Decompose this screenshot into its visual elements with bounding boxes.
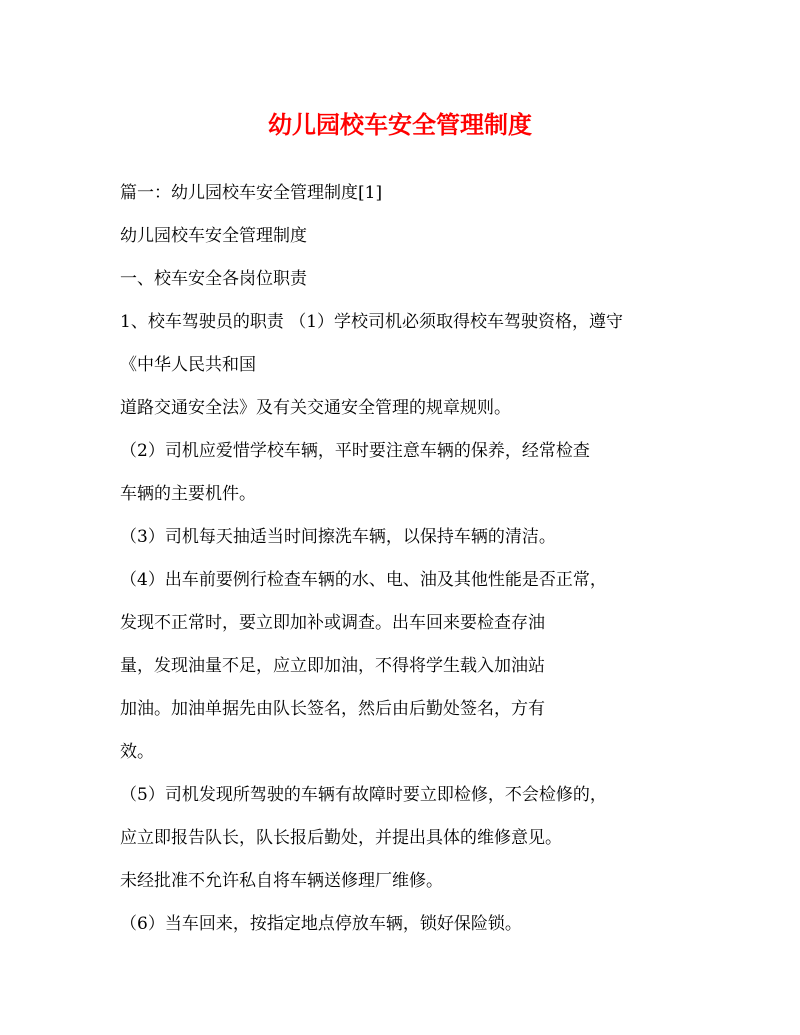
paragraph-line: （3）司机每天抽适当时间擦洗车辆，以保持车辆的清洁。 xyxy=(120,527,556,547)
paragraph-line: 量，发现油量不足，应立即加油，不得将学生载入加油站 xyxy=(120,656,545,676)
paragraph-line: 发现不正常时，要立即加补或调查。出车回来要检查存油 xyxy=(120,613,545,633)
paragraph-line: （6）当车回来，按指定地点停放车辆，锁好保险锁。 xyxy=(120,914,522,934)
paragraph-line: （2）司机应爱惜学校车辆，平时要注意车辆的保养，经常检查 xyxy=(120,441,590,461)
paragraph-line: 应立即报告队长，队长报后勤处，并提出具体的维修意见。 xyxy=(120,828,562,848)
paragraph-line: （5）司机发现所驾驶的车辆有故障时要立即检修，不会检修的， xyxy=(120,785,607,805)
paragraph-line: 加油。加油单据先由队长签名，然后由后勤处签名，方有 xyxy=(120,699,545,719)
document-title: 幼儿园校车安全管理制度 xyxy=(268,110,532,139)
paragraph-line: （4）出车前要例行检查车辆的水、电、油及其他性能是否正常， xyxy=(120,570,607,590)
paragraph-line: 1、校车驾驶员的职责 （1）学校司机必须取得校车驾驶资格，遵守 xyxy=(120,312,624,332)
subtitle: 幼儿园校车安全管理制度 xyxy=(120,226,307,246)
paragraph-line: 道路交通安全法》及有关交通安全管理的规章规则。 xyxy=(120,398,511,418)
paragraph-line: 效。 xyxy=(120,742,154,762)
section-heading: 篇一：幼儿园校车安全管理制度[1] xyxy=(120,183,383,203)
paragraph-line: 《中华人民共和国 xyxy=(120,355,256,375)
paragraph-line: 车辆的主要机件。 xyxy=(120,484,256,504)
section-heading: 一、校车安全各岗位职责 xyxy=(120,269,307,289)
paragraph-line: 未经批准不允许私自将车辆送修理厂维修。 xyxy=(120,871,443,891)
